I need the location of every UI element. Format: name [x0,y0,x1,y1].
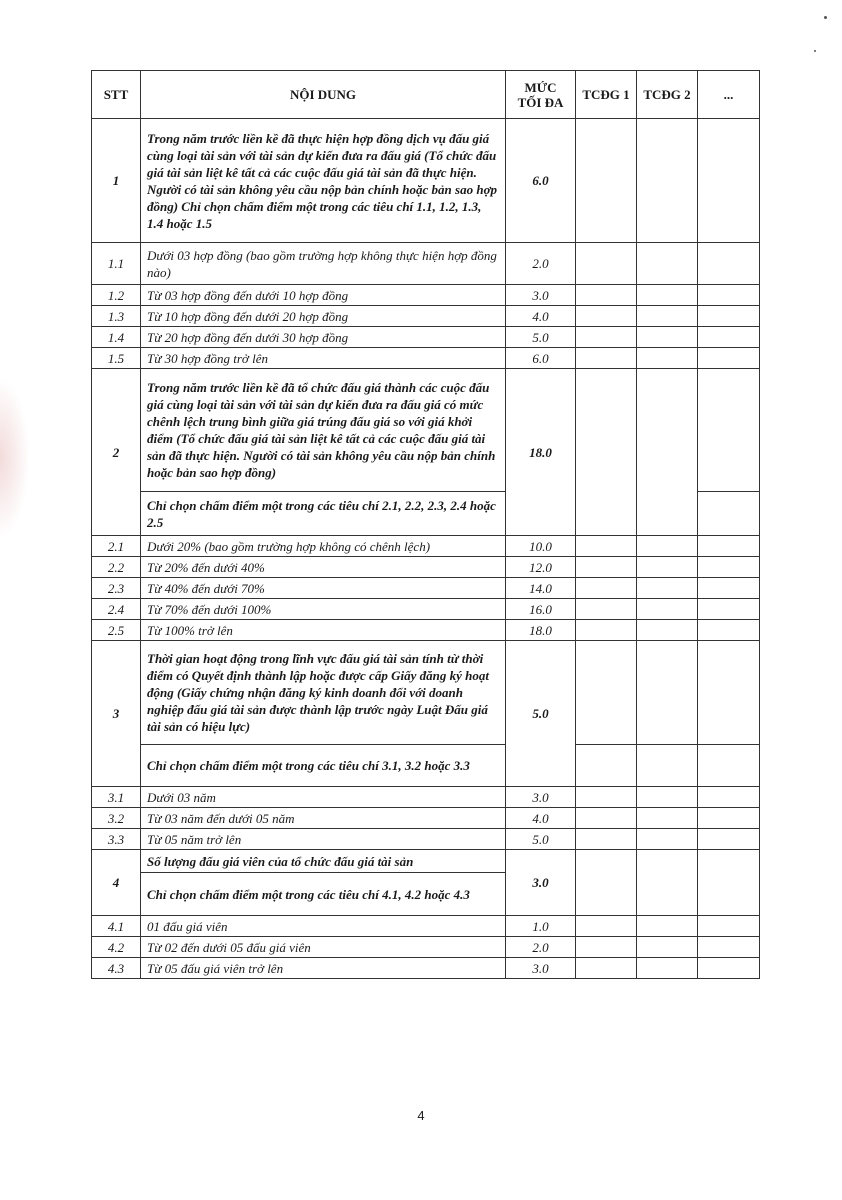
max-score-cell: 5.0 [506,829,576,850]
tcdg2-score-cell[interactable] [637,787,698,808]
max-score-cell: 4.0 [506,808,576,829]
more-score-cell[interactable] [698,119,760,243]
tcdg2-score-cell[interactable] [637,916,698,937]
max-score-cell: 16.0 [506,599,576,620]
table-header-row [92,71,760,119]
more-score-cell[interactable] [698,243,760,285]
content-cell: Từ 02 đến dưới 05 đấu giá viên [141,937,506,958]
tcdg1-score-cell[interactable] [576,536,637,557]
tcdg1-score-cell[interactable] [576,641,637,745]
max-score-cell: 2.0 [506,243,576,285]
tcdg2-score-cell[interactable] [637,808,698,829]
max-score-cell: 5.0 [506,327,576,348]
more-score-cell[interactable] [698,787,760,808]
more-score-cell[interactable] [698,850,760,916]
red-stamp-fragment [0,378,30,538]
more-score-cell[interactable] [698,620,760,641]
more-score-cell[interactable] [698,557,760,578]
max-score-cell: 4.0 [506,306,576,327]
content-cell: Từ 05 đấu giá viên trở lên [141,958,506,979]
stt-cell: 4.2 [92,937,141,958]
tcdg1-score-cell[interactable] [576,327,637,348]
table-row [92,916,760,937]
tcdg2-score-cell[interactable] [637,578,698,599]
more-score-cell[interactable] [698,492,760,536]
tcdg1-score-cell[interactable] [576,745,637,787]
more-score-cell[interactable] [698,348,760,369]
tcdg2-score-cell[interactable] [637,243,698,285]
tcdg1-score-cell[interactable] [576,348,637,369]
table-row [92,829,760,850]
content-cell: Dưới 03 năm [141,787,506,808]
table-row [92,306,760,327]
max-score-cell: 14.0 [506,578,576,599]
content-cell: Thời gian hoạt động trong lĩnh vực đấu giá tài sản tính từ thời điểm có Quyết định thành lập hoặc được cấp Giấy đăng ký hoạt động (Giấy chứng nhận đăng ký kinh doanh đối với doanh nghiệp đấu giá tài sản được thành lập trước ngày Luật Đấu giá tài sản có hiệu lực) [141,641,506,745]
more-score-cell[interactable] [698,808,760,829]
table-row [92,808,760,829]
tcdg1-score-cell[interactable] [576,285,637,306]
content-cell: Từ 03 hợp đồng đến dưới 10 hợp đồng [141,285,506,306]
tcdg2-score-cell[interactable] [637,850,698,916]
stt-cell: 4 [92,850,141,916]
max-score-cell: 3.0 [506,787,576,808]
table-row [92,348,760,369]
header-tcdg2: TCĐG 2 [637,71,698,119]
more-score-cell[interactable] [698,829,760,850]
content-cell: Từ 05 năm trở lên [141,829,506,850]
stt-cell: 2.5 [92,620,141,641]
tcdg1-score-cell[interactable] [576,958,637,979]
stt-cell: 3.3 [92,829,141,850]
stt-cell: 2.4 [92,599,141,620]
max-score-cell: 18.0 [506,369,576,536]
tcdg2-score-cell[interactable] [637,620,698,641]
table-row [92,850,760,873]
stt-cell: 1.1 [92,243,141,285]
table-row [92,787,760,808]
tcdg1-score-cell[interactable] [576,850,637,916]
stt-cell: 1.2 [92,285,141,306]
max-score-cell: 6.0 [506,119,576,243]
content-cell: 01 đấu giá viên [141,916,506,937]
tcdg1-score-cell[interactable] [576,306,637,327]
table-row [92,119,760,243]
max-score-cell: 18.0 [506,620,576,641]
table-row [92,599,760,620]
header-more: ... [698,71,760,119]
max-score-cell: 3.0 [506,958,576,979]
tcdg2-score-cell[interactable] [637,327,698,348]
header-tcdg1: TCĐG 1 [576,71,637,119]
stt-cell: 1.4 [92,327,141,348]
tcdg1-score-cell[interactable] [576,937,637,958]
max-score-cell: 5.0 [506,641,576,787]
tcdg1-score-cell[interactable] [576,369,637,536]
max-score-cell: 3.0 [506,850,576,916]
tcdg2-score-cell[interactable] [637,119,698,243]
scan-speck [824,16,827,19]
more-score-cell[interactable] [698,578,760,599]
tcdg2-score-cell[interactable] [637,306,698,327]
content-cell: Dưới 03 hợp đồng (bao gồm trường hợp không thực hiện hợp đồng nào) [141,243,506,285]
content-cell: Từ 40% đến dưới 70% [141,578,506,599]
stt-cell: 1 [92,119,141,243]
content-cell: Từ 70% đến dưới 100% [141,599,506,620]
content-note-cell: Chỉ chọn chấm điểm một trong các tiêu chí 2.1, 2.2, 2.3, 2.4 hoặc 2.5 [141,492,506,536]
more-score-cell[interactable] [698,937,760,958]
scan-speck [814,50,816,52]
content-cell: Từ 100% trở lên [141,620,506,641]
stt-cell: 1.3 [92,306,141,327]
tcdg2-score-cell[interactable] [637,557,698,578]
stt-cell: 3.2 [92,808,141,829]
table-row [92,327,760,348]
stt-cell: 3.1 [92,787,141,808]
content-note-cell: Chỉ chọn chấm điểm một trong các tiêu chí 4.1, 4.2 hoặc 4.3 [141,873,506,916]
tcdg2-score-cell[interactable] [637,641,698,745]
table-row [92,557,760,578]
page-number: 4 [417,1108,425,1123]
more-score-cell[interactable] [698,536,760,557]
stt-cell: 3 [92,641,141,787]
content-cell: Dưới 20% (bao gồm trường hợp không có chênh lệch) [141,536,506,557]
tcdg1-score-cell[interactable] [576,787,637,808]
tcdg1-score-cell[interactable] [576,620,637,641]
table-row [92,641,760,745]
tcdg1-score-cell[interactable] [576,916,637,937]
content-cell: Từ 30 hợp đồng trở lên [141,348,506,369]
tcdg2-score-cell[interactable] [637,348,698,369]
stt-cell: 4.3 [92,958,141,979]
content-cell: Từ 20% đến dưới 40% [141,557,506,578]
content-cell: Từ 03 năm đến dưới 05 năm [141,808,506,829]
stt-cell: 2.3 [92,578,141,599]
content-cell: Trong năm trước liền kề đã tổ chức đấu giá thành các cuộc đấu giá cùng loại tài sản với tài sản dự kiến đưa ra đấu giá có mức chênh lệch trung bình giữa giá trúng đấu giá so với giá khởi điểm (Tổ chức đấu giá tài sản liệt kê tất cả các cuộc đấu giá tài sản đã thực hiện. Người có tài sản không yêu cầu nộp bản chính hoặc bản sao hợp đồng) [141,369,506,492]
tcdg1-score-cell[interactable] [576,119,637,243]
more-score-cell[interactable] [698,285,760,306]
tcdg2-score-cell[interactable] [637,599,698,620]
more-score-cell[interactable] [698,327,760,348]
table-row [92,369,760,492]
more-score-cell[interactable] [698,306,760,327]
table-row [92,243,760,285]
tcdg1-score-cell[interactable] [576,578,637,599]
content-cell: Từ 20 hợp đồng đến dưới 30 hợp đồng [141,327,506,348]
max-score-cell: 3.0 [506,285,576,306]
stt-cell: 2 [92,369,141,536]
more-score-cell[interactable] [698,958,760,979]
tcdg2-score-cell[interactable] [637,958,698,979]
tcdg2-score-cell[interactable] [637,937,698,958]
stt-cell: 2.1 [92,536,141,557]
content-note-cell: Chỉ chọn chấm điểm một trong các tiêu chí 3.1, 3.2 hoặc 3.3 [141,745,506,787]
max-score-cell: 1.0 [506,916,576,937]
table-row [92,745,760,787]
tcdg2-score-cell[interactable] [637,745,698,787]
tcdg1-score-cell[interactable] [576,808,637,829]
tcdg2-score-cell[interactable] [637,829,698,850]
stt-cell: 4.1 [92,916,141,937]
stt-cell: 1.5 [92,348,141,369]
table-row [92,536,760,557]
tcdg1-score-cell[interactable] [576,829,637,850]
tcdg1-score-cell[interactable] [576,557,637,578]
content-cell: Trong năm trước liền kề đã thực hiện hợp đồng dịch vụ đấu giá cùng loại tài sản với tài sản dự kiến đưa ra đấu giá (Tổ chức đấu giá tài sản liệt kê tất cả các cuộc đấu giá tài sản đã thực hiện. Người có tài sản không yêu cầu nộp bản chính hoặc bản sao hợp đồng) Chỉ chọn chấm điểm một trong các tiêu chí 1.1, 1.2, 1.3, 1.4 hoặc 1.5 [141,119,506,243]
content-cell: Từ 10 hợp đồng đến dưới 20 hợp đồng [141,306,506,327]
stt-cell: 2.2 [92,557,141,578]
more-score-cell[interactable] [698,599,760,620]
table-row [92,937,760,958]
table-row [92,958,760,979]
max-score-cell: 6.0 [506,348,576,369]
header-content: NỘI DUNG [141,71,506,119]
tcdg1-score-cell[interactable] [576,599,637,620]
tcdg2-score-cell[interactable] [637,285,698,306]
tcdg1-score-cell[interactable] [576,243,637,285]
max-score-cell: 12.0 [506,557,576,578]
tcdg2-score-cell[interactable] [637,536,698,557]
more-score-cell[interactable] [698,641,760,745]
max-score-cell: 2.0 [506,937,576,958]
table-row [92,578,760,599]
table-row [92,620,760,641]
max-score-cell: 10.0 [506,536,576,557]
more-score-cell[interactable] [698,745,760,787]
tcdg2-score-cell[interactable] [637,369,698,536]
header-max: MỨC TỐI ĐA [506,71,576,119]
scoring-criteria-table [91,70,760,979]
more-score-cell[interactable] [698,369,760,492]
more-score-cell[interactable] [698,916,760,937]
table-row [92,285,760,306]
header-stt: STT [92,71,141,119]
content-cell: Số lượng đấu giá viên của tổ chức đấu giá tài sản [141,850,506,873]
